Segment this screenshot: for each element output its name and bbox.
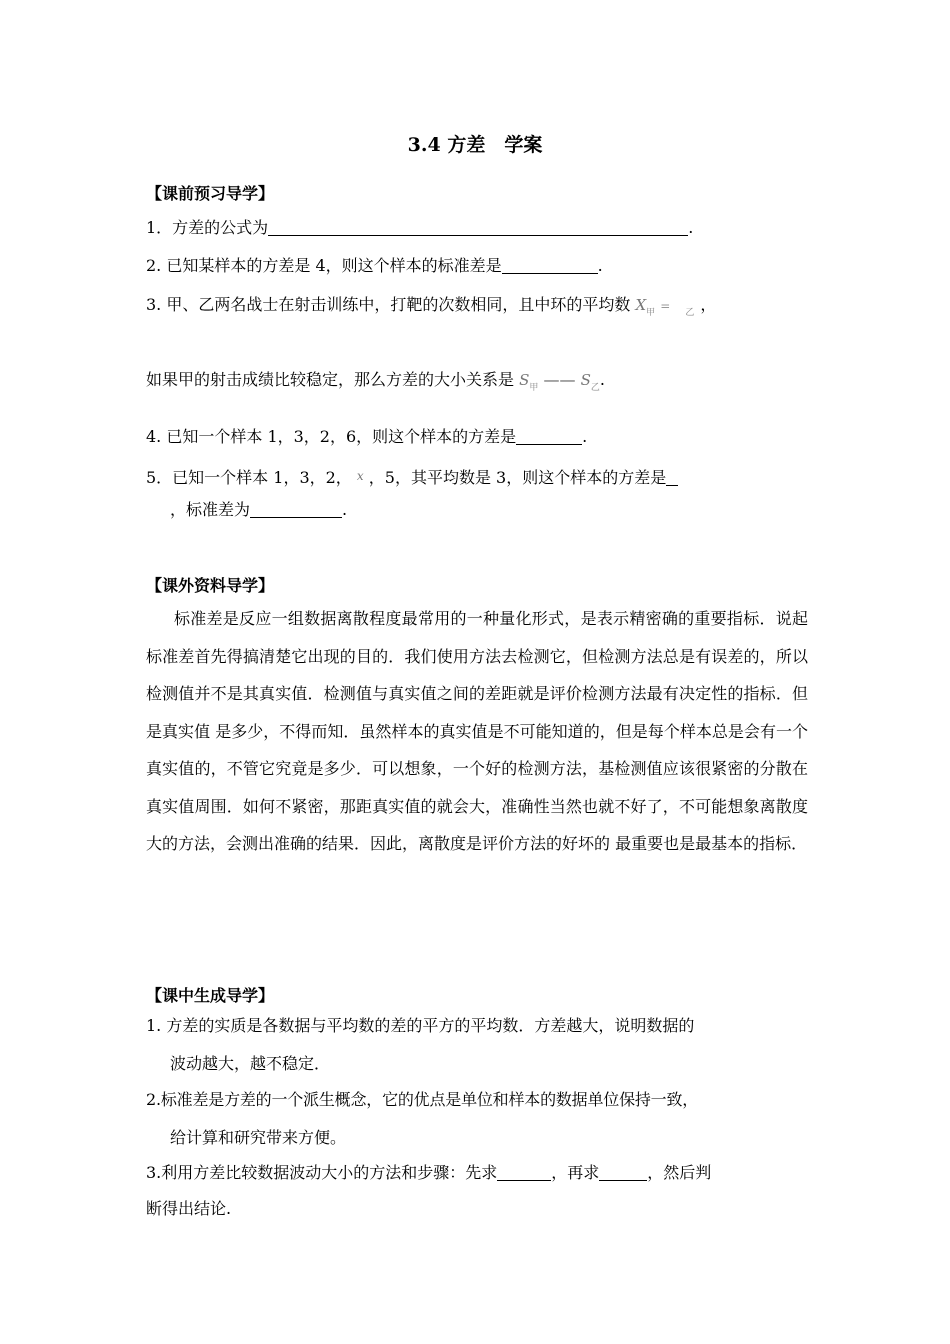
class-item-2b: 给计算和研究带来方便。	[170, 1128, 347, 1147]
subscript-jia-2: 甲	[529, 383, 539, 393]
question-4	[146, 427, 587, 447]
question-1	[146, 218, 693, 238]
subscript-yi-2: 乙	[590, 383, 600, 393]
answer-blank-c3b[interactable]	[599, 1164, 647, 1181]
math-s-jia: S	[519, 371, 530, 389]
section-heading-class: 【课中生成导学】	[146, 986, 275, 1005]
math-s-yi: S	[580, 371, 591, 389]
answer-blank-4[interactable]	[516, 428, 582, 445]
answer-blank-5b[interactable]	[250, 501, 342, 518]
question-3b-end: .	[599, 370, 605, 389]
class-item-2a: 2.标准差是方差的一个派生概念，它的优点是单位和样本的数据单位保持一致，	[146, 1090, 699, 1109]
section-heading-extra: 【课外资料导学】	[146, 576, 275, 595]
question-1-text: 1．方差的公式为	[146, 218, 269, 237]
answer-blank-c3a[interactable]	[497, 1164, 551, 1181]
question-4-text: 4. 已知一个样本 1，3，2，6，则这个样本的方差是	[146, 427, 517, 446]
extra-reading-paragraph: 标准差是反应一组数据离散程度最常用的一种量化形式，是表示精密确的重要指标．说起标准差首先得搞清楚它出现的目的．我们使用方法去检测它，但检测方法总是有误差的，所以检测值并不是其真实值．检测值与真实值之间的差距就是评价检测方法最有决定性的指标．但是真实值 是多少，不得而知．虽然样本的真实值是不可能知道的，但是每个样本总是会有一个真实值的，不管它究竟是多少．可以想象，一个好的检测方法，基检测值应该很紧密的分散在真实值周围．如何不紧密，那距真实值的就会大，准确性当然也就不好了，不可能想象离散度大的方法，会测出准确的结果．因此，离散度是评价方法的好坏的 最重要也是最基本的指标．	[146, 609, 808, 853]
comparison-blank[interactable]: ——	[543, 370, 576, 389]
question-3	[146, 295, 716, 323]
section-heading-pre: 【课前预习导学】	[146, 184, 275, 203]
question-2	[146, 256, 603, 276]
subscript-yi: 乙	[685, 308, 695, 318]
subscript-jia: 甲	[646, 308, 656, 318]
math-x-bar: X	[635, 296, 647, 314]
class-item-3a-end: ，然后判	[647, 1163, 712, 1182]
question-5-rest: ，5，其平均数是 3，则这个样本的方差是	[368, 468, 667, 487]
class-item-3a	[146, 1163, 711, 1183]
question-2-end: .	[597, 256, 603, 275]
question-5	[146, 466, 678, 488]
question-3b-text: 如果甲的射击成绩比较稳定，那么方差的大小关系是	[146, 370, 515, 389]
question-3b	[146, 370, 605, 398]
question-2-text: 2. 已知某样本的方差是 4，则这个样本的标准差是	[146, 256, 502, 275]
class-item-1b: 波动越大，越不稳定．	[170, 1054, 331, 1073]
question-3-end: ，	[700, 295, 717, 314]
math-x: x	[356, 469, 364, 483]
page-title: 3.4 方差 学案	[407, 134, 543, 156]
question-5b	[170, 500, 347, 520]
class-item-3b: 断得出结论.	[146, 1199, 232, 1218]
class-item-1a: 1. 方差的实质是各数据与平均数的差的平方的平均数．方差越大，说明数据的	[146, 1016, 695, 1035]
class-item-3a-text: 3.利用方差比较数据波动大小的方法和步骤：先求	[146, 1163, 498, 1182]
equals-sign: =	[660, 299, 671, 313]
question-1-end: .	[688, 218, 694, 237]
question-4-end: .	[582, 427, 588, 446]
class-item-3a-mid: ，再求	[551, 1163, 600, 1182]
answer-blank-2[interactable]	[502, 257, 598, 274]
question-5-text: 5．已知一个样本 1，3，2，	[146, 468, 352, 487]
question-5b-text: ，标准差为	[170, 500, 251, 519]
answer-blank-1[interactable]	[268, 219, 688, 236]
answer-blank-5a[interactable]	[666, 469, 678, 486]
question-3-text: 3. 甲、乙两名战士在射击训练中，打靶的次数相同，且中环的平均数	[146, 295, 631, 314]
question-5b-end: .	[342, 500, 348, 519]
